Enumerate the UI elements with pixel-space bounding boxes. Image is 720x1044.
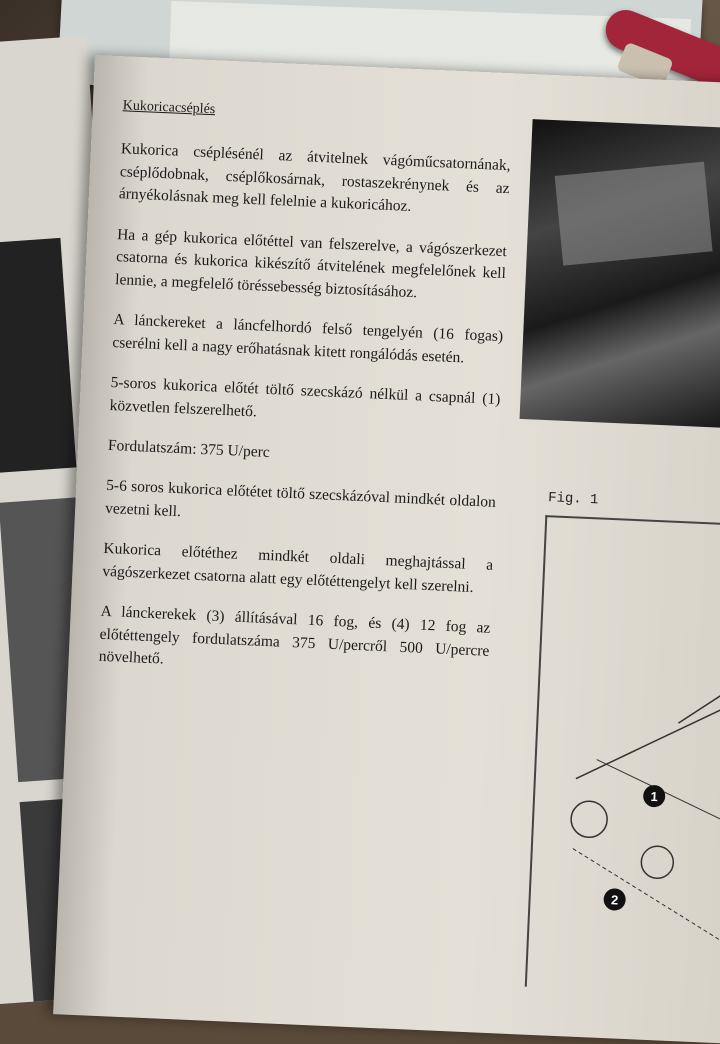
photo-highlight (555, 162, 713, 266)
figure-label: Fig. 1 (547, 490, 599, 509)
paragraph: 5-soros kukorica előtét töltő szecskázó nélkül a csapnál (1) közvetlen felszerelhető. (109, 374, 501, 420)
callout-2: 2 (603, 888, 626, 911)
paragraph: Kukorica előtéthez mindkét oldali meghajtással a vágószerkezet csatorna alatt egy előtéttengelyt kell szerelni. (102, 540, 494, 596)
left-page-photo (0, 238, 76, 473)
paragraph: Kukorica cséplésénél az átvitelnek vágóműcsatornának, cséplődobnak, cséplőkosárnak, rostaszekrénynek és az árnyékolásnak meg kell felelnie a kukoricához. (118, 140, 511, 216)
paragraph: A lánckerekek (3) állításával 16 fog, és (4) 12 fog az előtéttengely fordulatszáma 375 U/percről 500 U/percre növelhető. (98, 603, 491, 668)
paragraph: Fordulatszám: 375 U/perc (107, 436, 271, 461)
paragraph: Ha a gép kukorica előtéttel van felszerelve, a vágószerkezet csatorna és kukorica kikészítő átvitelének megfelelőnek kell lennie, a megfelelő töréssebesség biztosításához. (114, 225, 508, 301)
diagram-drawing (527, 517, 720, 996)
book-page (53, 55, 720, 1044)
paragraph: 5-6 soros kukorica előtétet töltő szecskázóval mindkét oldalon vezetni kell. (104, 477, 497, 521)
text-column (97, 96, 512, 703)
paragraph: A lánckereket a láncfelhordó felső tengelyén (16 fogas) cserélni kell a nagy erőhatásnak kitett rongálódás esetén. (112, 311, 504, 366)
section-heading: Kukoricacséplés (122, 98, 216, 118)
figure-diagram (525, 515, 720, 996)
callout-1: 1 (643, 785, 666, 808)
